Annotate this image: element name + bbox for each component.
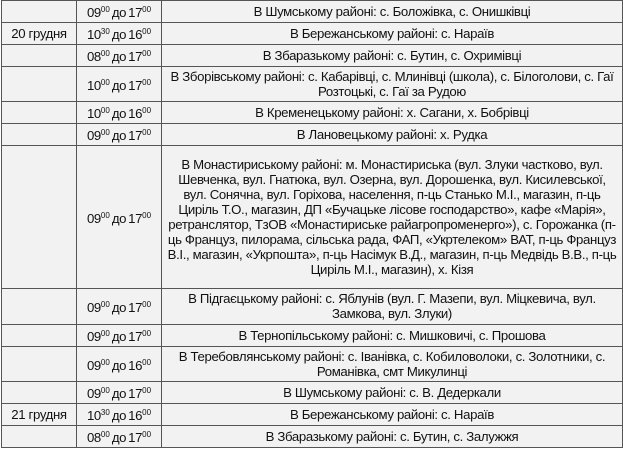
time-to-minutes: 00 — [142, 210, 152, 220]
time-to-hour: 17 — [128, 300, 143, 315]
time-from-hour: 09 — [86, 128, 101, 143]
time-range-cell — [77, 124, 162, 146]
time-to-word: до — [111, 210, 127, 226]
date-cell — [2, 124, 77, 146]
time-to-hour: 17 — [128, 77, 143, 93]
locations-cell: В Збаразькому районі: с. Бутин, с. Залужжя — [162, 426, 623, 448]
time-from-minutes: 00 — [100, 106, 110, 115]
time-from-hour: 10 — [86, 27, 101, 42]
time-to-word: до — [111, 106, 127, 121]
time-range-cell — [77, 67, 162, 102]
table-row — [2, 426, 623, 448]
time-to-minutes: 00 — [142, 357, 152, 367]
locations-cell: В Лановецькому районі: х. Рудка — [162, 124, 623, 146]
date-cell — [2, 289, 77, 325]
table-row — [2, 404, 623, 426]
time-to-word: до — [111, 300, 127, 315]
time-from-minutes: 00 — [100, 357, 110, 367]
time-from-minutes: 00 — [100, 5, 110, 14]
date-cell — [2, 382, 77, 404]
date-cell: 21 грудня — [2, 404, 77, 426]
time-range-cell — [77, 23, 162, 45]
time-from-minutes: 00 — [100, 210, 110, 220]
time-to-hour: 17 — [128, 430, 143, 445]
time-from-minutes: 00 — [100, 430, 110, 439]
time-to-hour: 17 — [128, 49, 143, 64]
time-to-word: до — [111, 386, 127, 401]
locations-cell: В Підгаєцькому районі: с. Яблунів (вул. Г. Мазепи, вул. Міцкевича, вул. Замкова, вул. Злуки) — [162, 289, 623, 325]
time-to-word: до — [111, 430, 127, 445]
locations-cell: В Бережанському районі: с. Нараїв — [162, 404, 623, 426]
time-to-minutes: 00 — [142, 408, 152, 417]
time-to-minutes: 00 — [142, 77, 152, 87]
time-to-hour: 16 — [128, 357, 143, 373]
time-range-cell — [77, 45, 162, 67]
time-from-minutes: 30 — [100, 27, 110, 36]
time-range-cell — [77, 426, 162, 448]
time-to-word: до — [111, 329, 127, 344]
time-range-cell — [77, 146, 162, 289]
time-range-cell — [77, 404, 162, 426]
table-row — [2, 325, 623, 347]
table-row — [2, 23, 623, 45]
time-range-cell — [77, 1, 162, 23]
outage-schedule-table — [1, 0, 623, 448]
time-to-hour: 17 — [128, 329, 143, 344]
date-cell: 20 грудня — [2, 23, 77, 45]
time-from-hour: 10 — [86, 77, 101, 93]
table-row — [2, 124, 623, 146]
time-to-word: до — [111, 27, 127, 42]
time-from-hour: 09 — [86, 386, 101, 401]
time-to-hour: 17 — [128, 210, 143, 226]
time-to-word: до — [111, 5, 127, 20]
table-row — [2, 382, 623, 404]
time-to-word: до — [111, 408, 127, 423]
time-from-hour: 10 — [86, 408, 101, 423]
time-from-hour: 08 — [86, 430, 101, 445]
time-to-hour: 16 — [128, 408, 143, 423]
time-to-minutes: 00 — [142, 5, 152, 14]
locations-cell: В Збаразькому районі: с. Бутин, с. Охримівці — [162, 45, 623, 67]
date-cell — [2, 45, 77, 67]
table-row — [2, 146, 623, 289]
time-to-hour: 17 — [128, 5, 143, 20]
locations-cell: В Шумському районі: с. В. Дедеркали — [162, 382, 623, 404]
table-row — [2, 289, 623, 325]
time-from-hour: 09 — [86, 5, 101, 20]
schedule-body — [2, 1, 623, 448]
time-to-minutes: 00 — [142, 106, 152, 115]
date-cell — [2, 102, 77, 124]
time-range-cell — [77, 325, 162, 347]
time-from-hour: 09 — [86, 357, 101, 373]
date-cell — [2, 1, 77, 23]
time-range-cell — [77, 289, 162, 325]
locations-cell: В Бережанському районі: с. Нараїв — [162, 23, 623, 45]
time-range-cell — [77, 347, 162, 382]
time-to-minutes: 00 — [142, 128, 152, 137]
time-to-minutes: 00 — [142, 386, 152, 395]
locations-cell: В Тернопільському районі: с. Мишковичі, с. Прошова — [162, 325, 623, 347]
date-cell — [2, 325, 77, 347]
locations-cell: В Теребовлянському районі: с. Іванівка, с. Кобиловолоки, с. Золотники, с. Романівка, смт Микулинці — [162, 347, 623, 382]
time-from-hour: 09 — [86, 210, 101, 226]
date-cell — [2, 347, 77, 382]
time-range-cell — [77, 102, 162, 124]
time-from-minutes: 30 — [100, 408, 110, 417]
table-row — [2, 347, 623, 382]
time-to-word: до — [111, 49, 127, 64]
table-row — [2, 102, 623, 124]
time-from-minutes: 00 — [100, 300, 110, 309]
time-from-minutes: 00 — [100, 329, 110, 338]
time-to-minutes: 00 — [142, 430, 152, 439]
table-row — [2, 1, 623, 23]
time-to-word: до — [111, 128, 127, 143]
table-row — [2, 67, 623, 102]
locations-cell: В Кременецькому районі: х. Сагани, х. Бобрівці — [162, 102, 623, 124]
time-to-minutes: 00 — [142, 49, 152, 58]
time-to-hour: 17 — [128, 128, 143, 143]
time-to-minutes: 00 — [142, 300, 152, 309]
time-from-minutes: 00 — [100, 77, 110, 87]
date-cell — [2, 146, 77, 289]
time-from-minutes: 00 — [100, 386, 110, 395]
date-cell — [2, 67, 77, 102]
time-from-hour: 09 — [86, 300, 101, 315]
time-to-hour: 16 — [128, 106, 143, 121]
locations-cell: В Зборівському районі: с. Кабарівці, с. Млинівці (школа), с. Білоголови, с. Гаї Розтоцькі, с. Гаї за Рудою — [162, 67, 623, 102]
time-from-hour: 10 — [86, 106, 101, 121]
locations-cell: В Монастириському районі: м. Монастириська (вул. Злуки частково, вул. Шевченка, вул. Гнатюка, вул. Озерна, вул. Дорошенка, вул. Кисилевської, вул. Сонячна, вул. Горіхова, населення, п-ць Станько М.І., магазин, п-ць Циріль Т.О., магазин, ДП «Бучацьке лісове господарство», кафе «Марія», ретранслятор, ТзОВ «Монастириське райагропроменерго»), с. Горожанка (п-ць Француз, пилорама, сільська рада, ФАП, «Укртелеком» ВАТ, п-ць Француз В.І., магазин, «Укрпошта», п-ць Насімук В.Д., магазин, п-ць Медвідь В.В., п-ць Циріль М.І., магазин), х. Кізя — [162, 146, 623, 289]
time-to-minutes: 00 — [142, 329, 152, 338]
time-to-word: до — [111, 357, 127, 373]
time-from-hour: 08 — [86, 49, 101, 64]
locations-cell: В Шумському районі: с. Боложівка, с. Онишківці — [162, 1, 623, 23]
table-row — [2, 45, 623, 67]
time-to-hour: 17 — [128, 386, 143, 401]
time-to-word: до — [111, 77, 127, 93]
time-to-hour: 16 — [128, 27, 143, 42]
date-cell — [2, 426, 77, 448]
time-to-minutes: 00 — [142, 27, 152, 36]
time-from-minutes: 00 — [100, 128, 110, 137]
time-from-minutes: 00 — [100, 49, 110, 58]
time-from-hour: 09 — [86, 329, 101, 344]
time-range-cell — [77, 382, 162, 404]
